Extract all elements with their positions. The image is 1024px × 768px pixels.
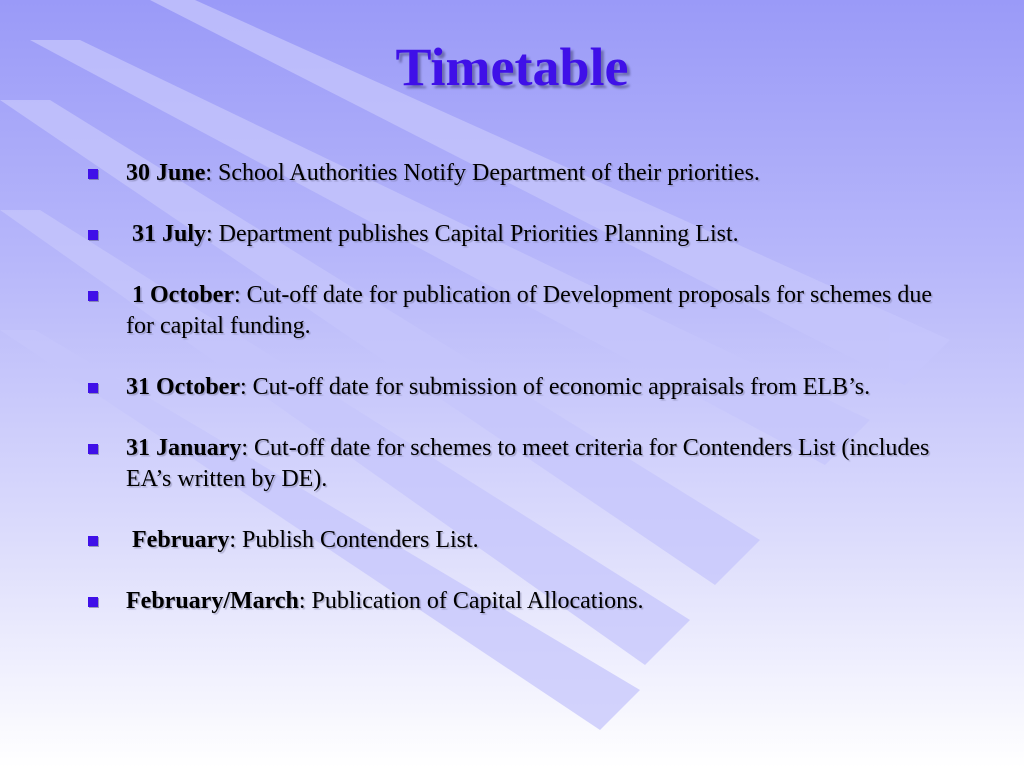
item-date: February — [126, 527, 230, 553]
square-bullet-icon — [88, 444, 98, 454]
list-item — [86, 219, 946, 250]
item-text: : Cut-off date for publication of Development proposals for schemes due for capital funding. — [126, 282, 933, 339]
list-item — [86, 525, 946, 556]
list-item — [86, 433, 946, 495]
item-date: 31 October — [126, 374, 240, 400]
item-text: : School Authorities Notify Department of their priorities. — [205, 160, 760, 186]
item-text: : Cut-off date for schemes to meet criteria for Contenders List (includes EA’s written by DE). — [126, 435, 930, 492]
square-bullet-icon — [88, 291, 98, 301]
item-date: 31 January — [126, 435, 242, 461]
item-text: : Cut-off date for submission of economic appraisals from ELB’s. — [239, 374, 871, 400]
slide-title: Timetable — [395, 37, 629, 97]
item-text: : Publish Contenders List. — [229, 527, 479, 553]
item-date: 31 July — [126, 221, 207, 247]
square-bullet-icon — [88, 230, 98, 240]
square-bullet-icon — [88, 597, 98, 607]
square-bullet-icon — [88, 169, 98, 179]
list-item — [86, 372, 946, 403]
item-text: : Publication of Capital Allocations. — [298, 588, 644, 614]
list-item — [86, 158, 946, 189]
item-date: 1 October — [126, 282, 234, 308]
item-date: February/March — [126, 588, 299, 614]
item-date: 30 June — [126, 160, 206, 186]
list-item — [86, 586, 946, 617]
square-bullet-icon — [88, 383, 98, 393]
item-text: : Department publishes Capital Priorities Planning List. — [206, 221, 739, 247]
square-bullet-icon — [88, 536, 98, 546]
timetable-list — [86, 158, 946, 617]
list-item — [86, 280, 946, 342]
